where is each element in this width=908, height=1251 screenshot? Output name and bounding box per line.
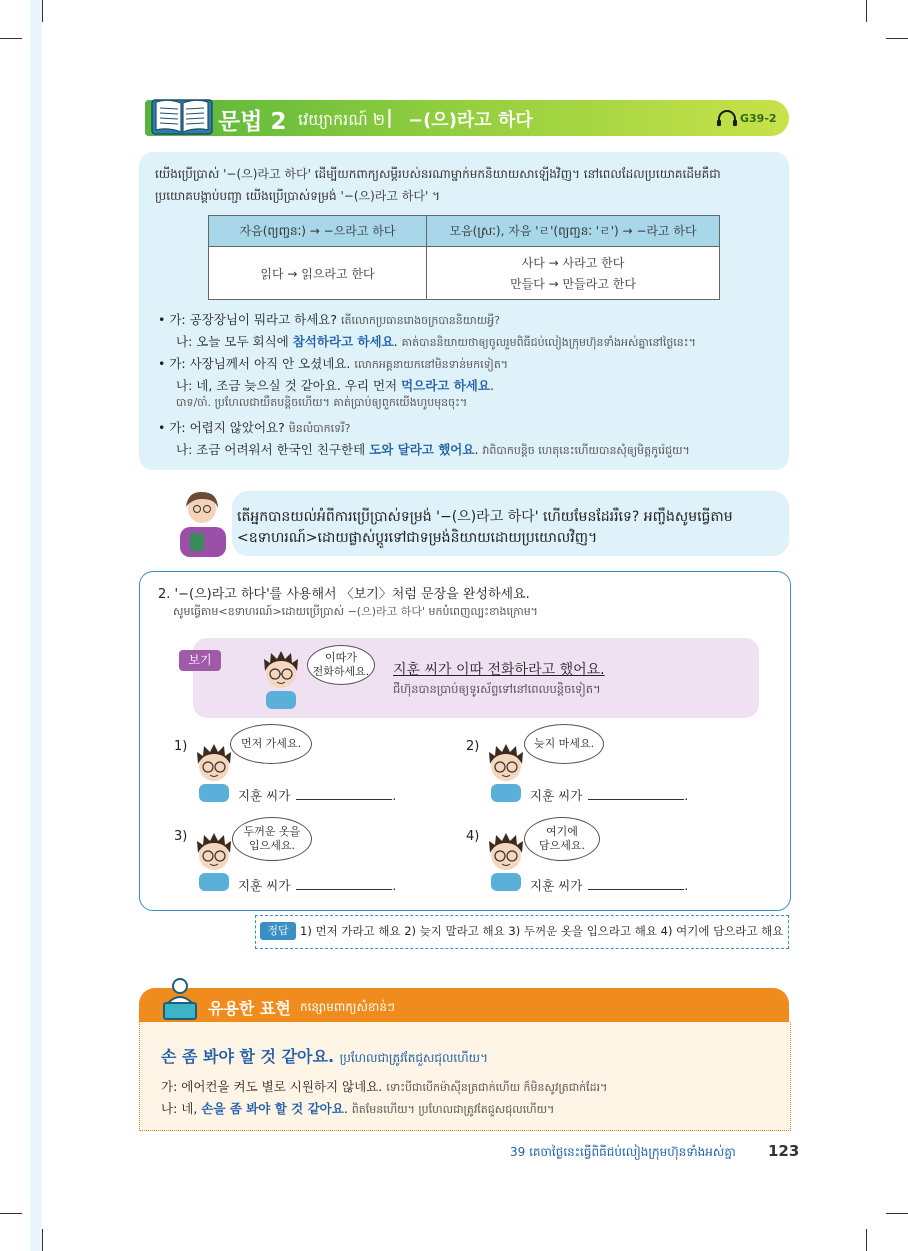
- highlighted-grammar: 참석하라고 하세요: [292, 334, 394, 349]
- bubble-text: 입으세요.: [248, 839, 295, 852]
- bubble-text: 두꺼운 옷을: [243, 825, 301, 838]
- answer-line: [530, 876, 688, 894]
- korean-text: 나: 조금 어려워서 한국인 친구한테: [176, 442, 370, 457]
- page-number: 123: [768, 1142, 800, 1160]
- crop-mark: [42, 0, 43, 22]
- punctuation: .: [474, 442, 479, 457]
- answer-key-tag: 정답: [260, 922, 296, 940]
- grammar-pattern: −(으)라고 하다: [408, 110, 533, 131]
- page-edge-strip: [30, 0, 42, 1251]
- exercise-title: 2. '−(으)라고 하다'를 사용해서 〈보기〉처럼 문장을 완성하세요.: [158, 587, 530, 602]
- audio-track-code[interactable]: G39-2: [740, 112, 777, 125]
- punctuation: .: [343, 1101, 348, 1116]
- useful-expression-title: 유용한 표현: [208, 999, 291, 1018]
- conjugation-table: [208, 215, 720, 300]
- bubble-text: 먼저 가세요.: [240, 737, 302, 750]
- khmer-translation: ទោះបីជាបើកម៉ាស៊ីនត្រជាក់ហើយ ក៏មិនសូវត្រជាក់ដែរ។: [386, 1081, 608, 1094]
- example-answer: [176, 332, 696, 352]
- example-answer: [176, 440, 690, 460]
- example-answer: [176, 376, 494, 394]
- khmer-translation: លោកអគ្គនាយកនៅមិនទាន់មកទៀត។: [354, 358, 509, 371]
- exercise-subtitle: សូមធ្វើតាម<ឧទាហរណ៍>ដោយប្រើប្រាស់ −(으)라고 하다' មកបំពេញល្បះខាងក្រោម។: [173, 605, 538, 618]
- example-answer-sentence: 지훈 씨가 이따 전화하라고 했어요.: [393, 662, 605, 678]
- table-header-consonant: 자음(ព្យញ្ជនៈ) → −으라고 하다: [209, 216, 427, 247]
- useful-expression-title-khmer: កន្សោមពាក្យសំខាន់ៗ: [300, 1000, 395, 1014]
- student-avatar: [481, 738, 531, 802]
- bubble-text: 담으세요.: [538, 839, 585, 852]
- korean-text: 나: 네, 조금 늦으실 것 같아요. 우리 먼저: [176, 378, 402, 393]
- speech-bubble: [230, 724, 312, 764]
- chapter-footer: 39 គេចាថ្ងៃនេះធ្វើពិធីជប់លៀងក្រុមហ៊ុនទាំងអស់គ្នា: [510, 1145, 736, 1159]
- khmer-translation: ប្រហែលជាត្រូវតែជួសជុលហើយ។: [339, 1051, 488, 1065]
- answer-blank[interactable]: [588, 786, 684, 800]
- section-title-khmer: វេយ្យាករណ៍ ២: [298, 110, 385, 129]
- speech-bubble: [524, 724, 604, 764]
- explanation-line: ប្រយោគបង្គាប់បញ្ជា យើងប្រើប្រាស់ទម្រង់ '−(으)라고 하다' ។: [155, 189, 440, 203]
- bubble-text: 여기에: [546, 825, 578, 838]
- headphones-icon[interactable]: [716, 110, 738, 126]
- answer-blank[interactable]: [296, 876, 392, 890]
- speech-bubble: [232, 817, 312, 861]
- answer-prefix: 지훈 씨가: [530, 788, 583, 803]
- explanation-line: យើងប្រើប្រាស់ '−(으)라고 하다' ដើម្បីយកពាក្យសម្ដីរបស់នរណាម្នាក់មកនិយាយសាឡើងវិញ។ នៅពេលដែលប្រយោគដើមគឺជា: [155, 167, 721, 181]
- crop-mark: [866, 1229, 867, 1251]
- answer-prefix: 지훈 씨가: [530, 878, 583, 893]
- bubble-text: 전화하세요.: [312, 665, 370, 678]
- answer-line: [238, 786, 396, 804]
- korean-text: 가: 에어컨을 켜도 별로 시원하지 않네요.: [161, 1079, 383, 1094]
- korean-text: 나: 오늘 모두 회식에: [176, 334, 293, 349]
- teacher-illustration: [172, 487, 234, 557]
- title-separator: |: [386, 106, 393, 128]
- dialogue-line: [161, 1099, 554, 1119]
- teacher-prompt-line: <ឧទាហរណ៍>ដោយផ្លាស់ប្ដូរទៅជាទម្រង់និយាយដោយប្រយោលវិញ។: [237, 530, 598, 546]
- answer-prefix: 지훈 씨가: [238, 878, 291, 893]
- item-number: 4): [466, 829, 480, 844]
- khmer-translation: វាពិបាកបន្តិច ហេតុនេះហើយបានសុំឲ្យមិត្តកូរ៉េជួយ។: [482, 444, 690, 457]
- answer-key-text: 1) 먼저 가라고 해요 2) 늦지 말라고 해요 3) 두꺼운 옷을 입으라고 해요 4) 여기에 담으라고 해요: [300, 924, 784, 938]
- bubble-text: 이따가: [325, 651, 357, 664]
- table-example: 만들다 → 만들라고 한다: [510, 277, 636, 291]
- speech-bubble: [307, 645, 375, 685]
- speaker-at-podium-icon: [160, 977, 200, 1021]
- answer-blank[interactable]: [588, 876, 684, 890]
- khmer-translation: តើលោកប្រធានរោងចក្របាននិយាយអ្វី?: [341, 314, 501, 327]
- example-answer-khmer: ជីហ៊ុនបានប្រាប់ឲ្យទូរស័ព្ទទៅនៅពេលបន្តិចទៀត។: [393, 682, 601, 696]
- punctuation: .: [684, 878, 689, 893]
- answer-blank[interactable]: [296, 786, 392, 800]
- khmer-translation: គាត់បាននិយាយថាឲ្យចូលរួមពិធីជប់លៀងក្រុមហ៊ុនទាំងអស់គ្នានៅថ្ងៃនេះ។: [401, 336, 696, 349]
- example-question: [158, 354, 508, 374]
- item-number: 3): [174, 829, 188, 844]
- crop-mark: [0, 38, 22, 39]
- crop-mark: [0, 1213, 22, 1214]
- bubble-text: 늦지 마세요.: [533, 737, 595, 750]
- crop-mark: [42, 1229, 43, 1251]
- example-question: [158, 418, 350, 438]
- student-avatar: [256, 645, 306, 709]
- item-number: 1): [174, 739, 188, 754]
- table-example: 사다 → 사라고 한다: [521, 256, 625, 270]
- answer-line: [530, 786, 688, 804]
- khmer-translation: មិនលំបាកទេរឺ?: [288, 422, 351, 435]
- answer-line: [238, 876, 396, 894]
- speech-bubble: [524, 817, 600, 861]
- punctuation: .: [393, 334, 398, 349]
- khmer-translation: ពិតមែនហើយ។ ប្រហែលជាត្រូវតែជួសជុលហើយ។: [351, 1103, 555, 1116]
- khmer-translation: បាទ/ចា៎. ប្រហែលជាយឺតបន្តិចហើយ។ គាត់ប្រាប់ឲ្យពួកយើងហូបមុនចុះ។: [176, 396, 468, 409]
- example-question: [158, 310, 500, 330]
- highlighted-phrase: 손을 좀 봐야 할 것 같아요: [201, 1101, 344, 1116]
- highlighted-grammar: 먹으라고 하세요: [401, 378, 490, 393]
- table-cell-consonant-example: 읽다 → 읽으라고 한다: [209, 247, 427, 300]
- example-tag: 보기: [179, 650, 221, 671]
- table-header-vowel: 모음(ស្រៈ), 자음 'ㄹ'(ព្យញ្ជនៈ 'ㄹ') → −라고 하다: [427, 216, 720, 247]
- punctuation: .: [392, 878, 397, 893]
- teacher-prompt-line: តើអ្នកបានយល់អំពីការប្រើប្រាស់ទម្រង់ '−(으)라고 하다' ហើយមែនដែររឺទេ? អញ្ចឹងសូមធ្វើតាម: [237, 509, 733, 525]
- korean-text: 나: 네,: [161, 1101, 202, 1116]
- item-number: 2): [466, 739, 480, 754]
- punctuation: .: [489, 378, 494, 393]
- crop-mark: [886, 38, 908, 39]
- table-cell-vowel-examples: [427, 247, 720, 300]
- dialogue-line: [161, 1077, 607, 1097]
- crop-mark: [886, 1213, 908, 1214]
- korean-text: • 가: 어렵지 않았어요?: [158, 420, 285, 435]
- crop-mark: [866, 0, 867, 22]
- answer-prefix: 지훈 씨가: [238, 788, 291, 803]
- key-phrase: 손 좀 봐야 할 것 같아요.: [161, 1047, 335, 1066]
- korean-text: • 가: 사장님께서 아직 안 오셨네요.: [158, 356, 351, 371]
- korean-text: • 가: 공장장님이 뭐라고 하세요?: [158, 312, 338, 327]
- punctuation: .: [684, 788, 689, 803]
- useful-expression-main: [161, 1044, 488, 1068]
- punctuation: .: [392, 788, 397, 803]
- highlighted-grammar: 도와 달라고 했어요: [369, 442, 475, 457]
- open-book-icon: [150, 94, 214, 138]
- section-title: 문법 2: [218, 109, 287, 135]
